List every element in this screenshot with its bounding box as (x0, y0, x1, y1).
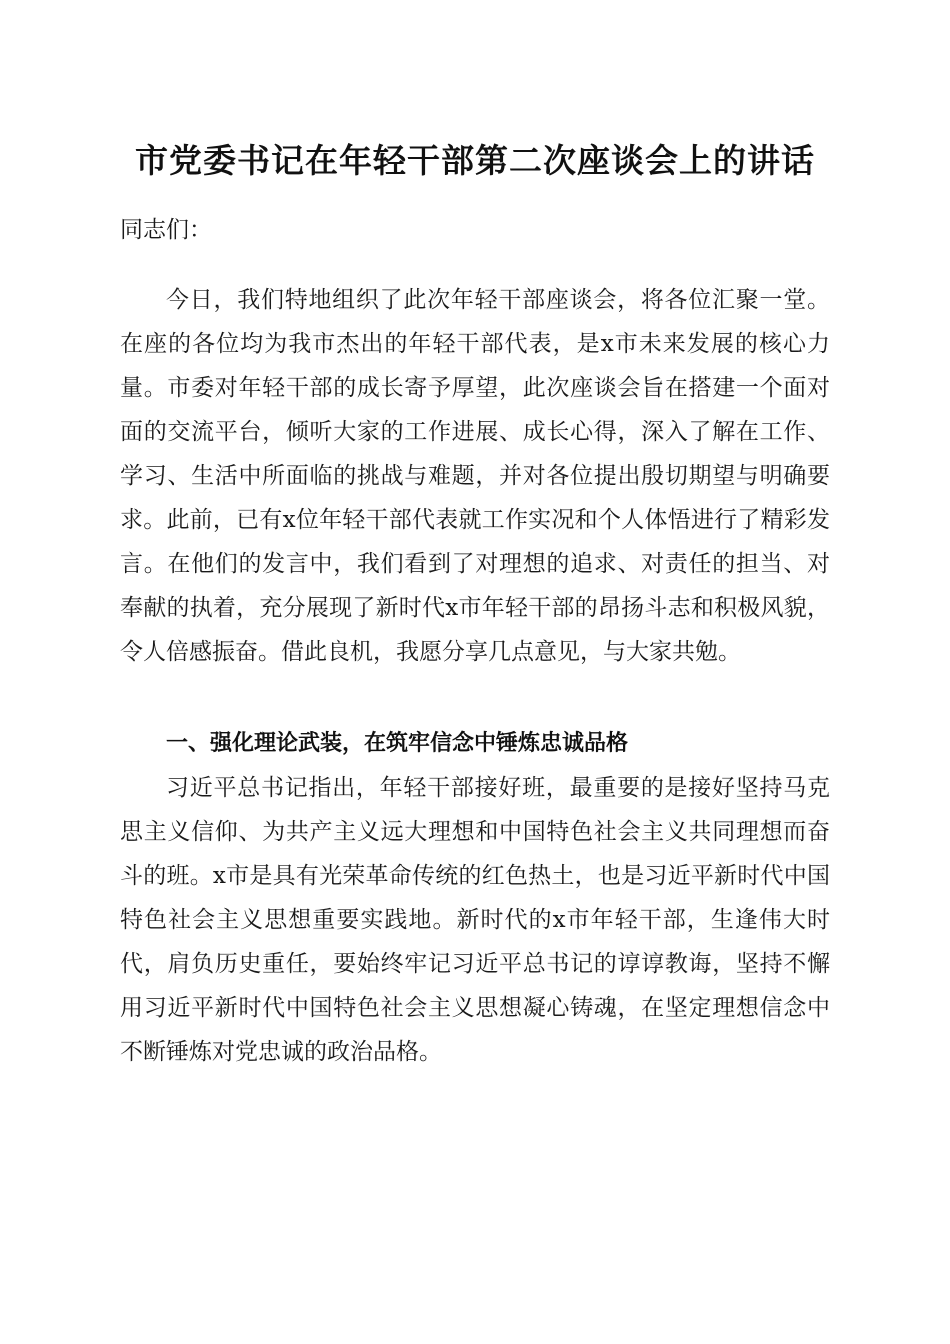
paragraph-intro: 今日，我们特地组织了此次年轻干部座谈会，将各位汇聚一堂。在座的各位均为我市杰出的年轻干部代表，是x市未来发展的核心力量。市委对年轻干部的成长寄予厚望，此次座谈会旨在搭建一个面对面的交流平台，倾听大家的工作进展、成长心得，深入了解在工作、学习、生活中所面临的挑战与难题，并对各位提出殷切期望与明确要求。此前，已有x位年轻干部代表就工作实况和个人体悟进行了精彩发言。在他们的发言中，我们看到了对理想的追求、对责任的担当、对奉献的执着，充分展现了新时代x市年轻干部的昂扬斗志和积极风貌，令人倍感振奋。借此良机，我愿分享几点意见，与大家共勉。 (120, 287, 830, 665)
document-title: 市党委书记在年轻干部第二次座谈会上的讲话 (135, 141, 815, 180)
section-heading-1: 一、强化理论武装，在筑牢信念中锤炼忠诚品格 (166, 731, 629, 756)
paragraph-section-1: 习近平总书记指出，年轻干部接好班，最重要的是接好坚持马克思主义信仰、为共产主义远大理想和中国特色社会主义共同理想而奋斗的班。x市是具有光荣革命传统的红色热土，也是习近平新时代中国特色社会主义思想重要实践地。新时代的x市年轻干部，生逢伟大时代，肩负历史重任，要始终牢记习近平总书记的谆谆教诲，坚持不懈用习近平新时代中国特色社会主义思想凝心铸魂，在坚定理想信念中不断锤炼对党忠诚的政治品格。 (120, 775, 830, 1065)
salutation: 同志们： (120, 217, 212, 243)
